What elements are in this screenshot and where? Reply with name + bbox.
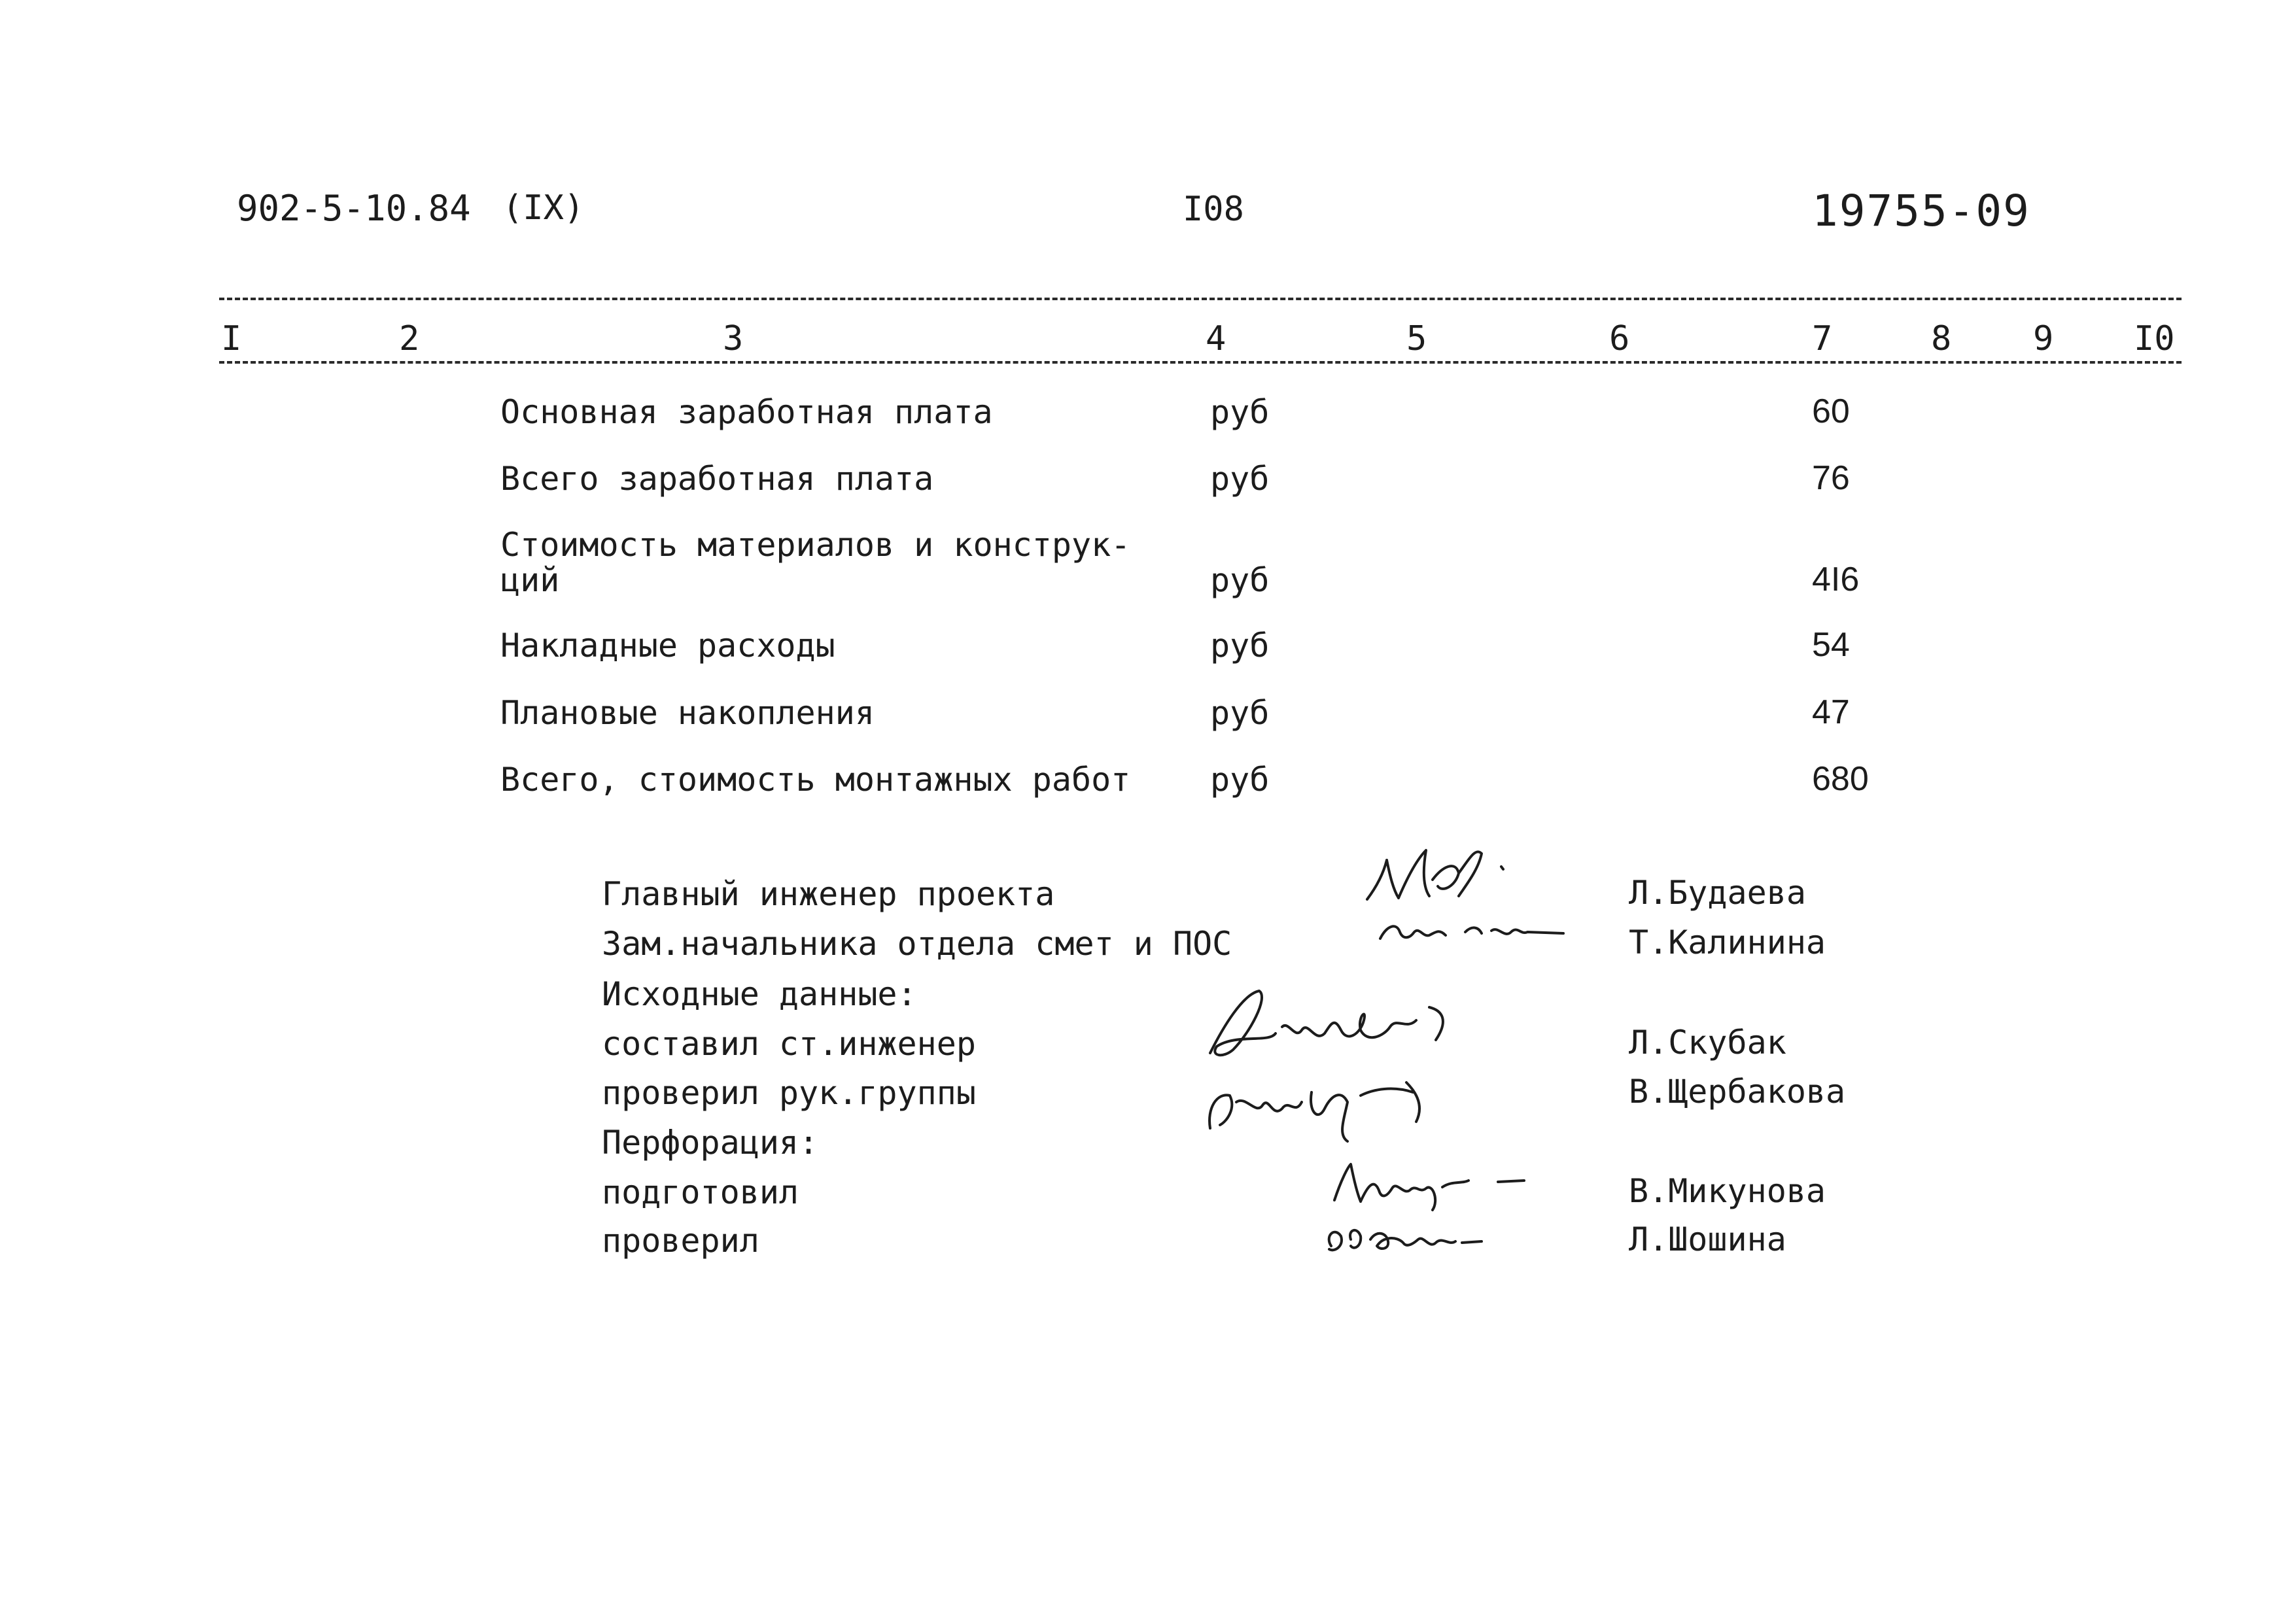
signature-budaeva <box>1361 840 1531 912</box>
row-label: Основная заработная плата <box>500 393 993 431</box>
row-unit: руб <box>1210 761 1270 799</box>
column-number-3: 3 <box>723 319 744 358</box>
source-data-heading: Исходные данные: <box>602 975 917 1013</box>
row-unit: руб <box>1210 460 1270 498</box>
column-number-8: 8 <box>1931 319 1952 358</box>
column-number-9: 9 <box>2033 319 2054 358</box>
row-unit: руб <box>1210 393 1270 431</box>
row-label: Всего, стоимость монтажных работ <box>500 761 1131 799</box>
doc-section: (IX) <box>502 188 585 228</box>
row-label: Плановые накопления <box>500 694 875 732</box>
row-value: 47 <box>1812 693 1850 731</box>
checked-group-role: проверил рук.группы <box>602 1074 976 1112</box>
column-number-6: 6 <box>1609 319 1630 358</box>
page-number: I08 <box>1183 190 1244 229</box>
checked-name: Л.Шошина <box>1629 1220 1786 1258</box>
row-label: Накладные расходы <box>500 627 835 665</box>
checked-role: проверил <box>602 1222 759 1260</box>
column-number-10: I0 <box>2134 319 2175 358</box>
row-label-line1: Стоимость материалов и конструк- <box>500 526 1131 564</box>
chief-engineer-name: Л.Будаева <box>1629 874 1806 912</box>
column-number-1: I <box>221 319 242 358</box>
compiled-role: составил ст.инженер <box>602 1025 976 1063</box>
doc-code: 902-5-10.84 <box>237 188 471 229</box>
signature-shcherbakova <box>1197 1056 1472 1148</box>
row-unit: руб <box>1210 627 1270 665</box>
signature-shoshina <box>1315 1210 1563 1262</box>
row-value: 54 <box>1812 626 1850 664</box>
column-number-4: 4 <box>1206 319 1226 358</box>
signature-mikunova <box>1321 1154 1570 1213</box>
column-number-7: 7 <box>1812 319 1833 358</box>
column-number-5: 5 <box>1406 319 1427 358</box>
row-value: 60 <box>1812 392 1850 430</box>
signature-skubak <box>1197 981 1472 1066</box>
row-unit: руб <box>1210 694 1270 732</box>
row-value: 4I6 <box>1812 561 1860 598</box>
signature-kalinina <box>1374 912 1570 952</box>
deputy-head-role: Зам.начальника отдела смет и ПОС <box>602 925 1232 963</box>
row-value: 76 <box>1812 459 1850 497</box>
compiled-name: Л.Скубак <box>1629 1024 1786 1062</box>
row-label: Всего заработная плата <box>500 460 934 498</box>
deputy-head-name: Т.Калинина <box>1629 924 1826 961</box>
chief-engineer-role: Главный инженер проекта <box>602 875 1055 913</box>
row-value: 680 <box>1812 760 1869 798</box>
perforation-heading: Перфорация: <box>602 1124 819 1162</box>
table-top-rule <box>219 298 2182 300</box>
checked-group-name: В.Щербакова <box>1629 1073 1846 1111</box>
row-label-line2: ций <box>500 561 560 599</box>
archive-number: 19755-09 <box>1812 186 2030 236</box>
prepared-role: подготовил <box>602 1173 799 1211</box>
prepared-name: В.Микунова <box>1629 1172 1826 1210</box>
table-bottom-rule <box>219 361 2182 364</box>
row-unit: руб <box>1210 561 1270 599</box>
column-number-2: 2 <box>399 319 420 358</box>
